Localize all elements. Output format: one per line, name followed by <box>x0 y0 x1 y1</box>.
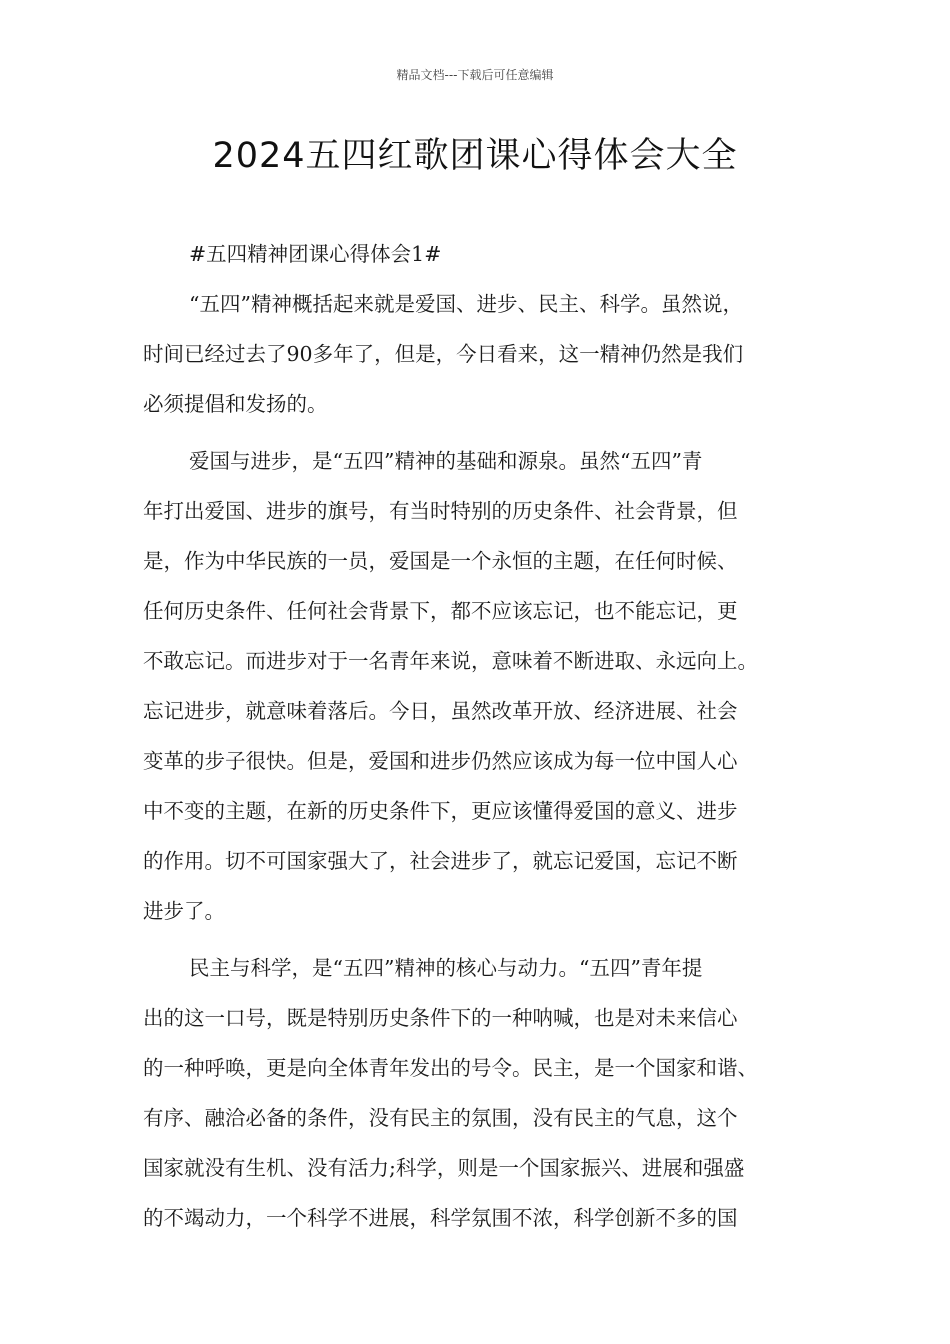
paragraph-line: 民主与科学，是“五四”精神的核心与动力。“五四”青年提 <box>189 956 703 980</box>
section-heading: #五四精神团课心得体会1# <box>189 242 442 266</box>
paragraph-line: 爱国与进步，是“五四”精神的基础和源泉。虽然“五四”青 <box>189 449 703 473</box>
paragraph-line: 不敢忘记。而进步对于一名青年来说，意味着不断进取、永远向上。 <box>143 649 758 673</box>
paragraph-line: 忘记进步，就意味着落后。今日，虽然改革开放、经济进展、社会 <box>143 699 738 723</box>
paragraph-line: 是，作为中华民族的一员，爱国是一个永恒的主题，在任何时候、 <box>143 549 738 573</box>
document-title: 2024五四红歌团课心得体会大全 <box>212 136 738 176</box>
paragraph-2 <box>143 436 833 936</box>
paragraph-line: 有序、融洽必备的条件，没有民主的氛围，没有民主的气息，这个 <box>143 1106 738 1130</box>
paragraph-line: 时间已经过去了90多年了，但是，今日看来，这一精神仍然是我们 <box>143 342 744 366</box>
paragraph-line: 国家就没有生机、没有活力;科学，则是一个国家振兴、进展和强盛 <box>143 1156 745 1180</box>
paragraph-line: “五四”精神概括起来就是爱国、进步、民主、科学。虽然说， <box>189 292 743 316</box>
paragraph-line: 的不竭动力，一个科学不进展，科学氛围不浓，科学创新不多的国 <box>143 1206 738 1230</box>
paragraph-line: 年打出爱国、进步的旗号，有当时特别的历史条件、社会背景，但 <box>143 499 738 523</box>
paragraph-3 <box>143 943 833 1243</box>
paragraph-line: 的一种呼唤，更是向全体青年发出的号令。民主，是一个国家和谐、 <box>143 1056 758 1080</box>
paragraph-line: 中不变的主题，在新的历史条件下，更应该懂得爱国的意义、进步 <box>143 799 738 823</box>
paragraph-line: 任何历史条件、任何社会背景下，都不应该忘记，也不能忘记，更 <box>143 599 738 623</box>
paragraph-line: 变革的步子很快。但是，爱国和进步仍然应该成为每一位中国人心 <box>143 749 738 773</box>
paragraph-1 <box>143 279 833 429</box>
page-header: 精品文档---下载后可任意编辑 <box>396 68 554 82</box>
document-body <box>143 229 833 1243</box>
paragraph-line: 必须提倡和发扬的。 <box>143 392 328 416</box>
paragraph-line: 进步了。 <box>143 899 225 923</box>
paragraph-line: 的作用。切不可国家强大了，社会进步了，就忘记爱国，忘记不断 <box>143 849 738 873</box>
paragraph-line: 出的这一口号，既是特别历史条件下的一种呐喊，也是对未来信心 <box>143 1006 738 1030</box>
